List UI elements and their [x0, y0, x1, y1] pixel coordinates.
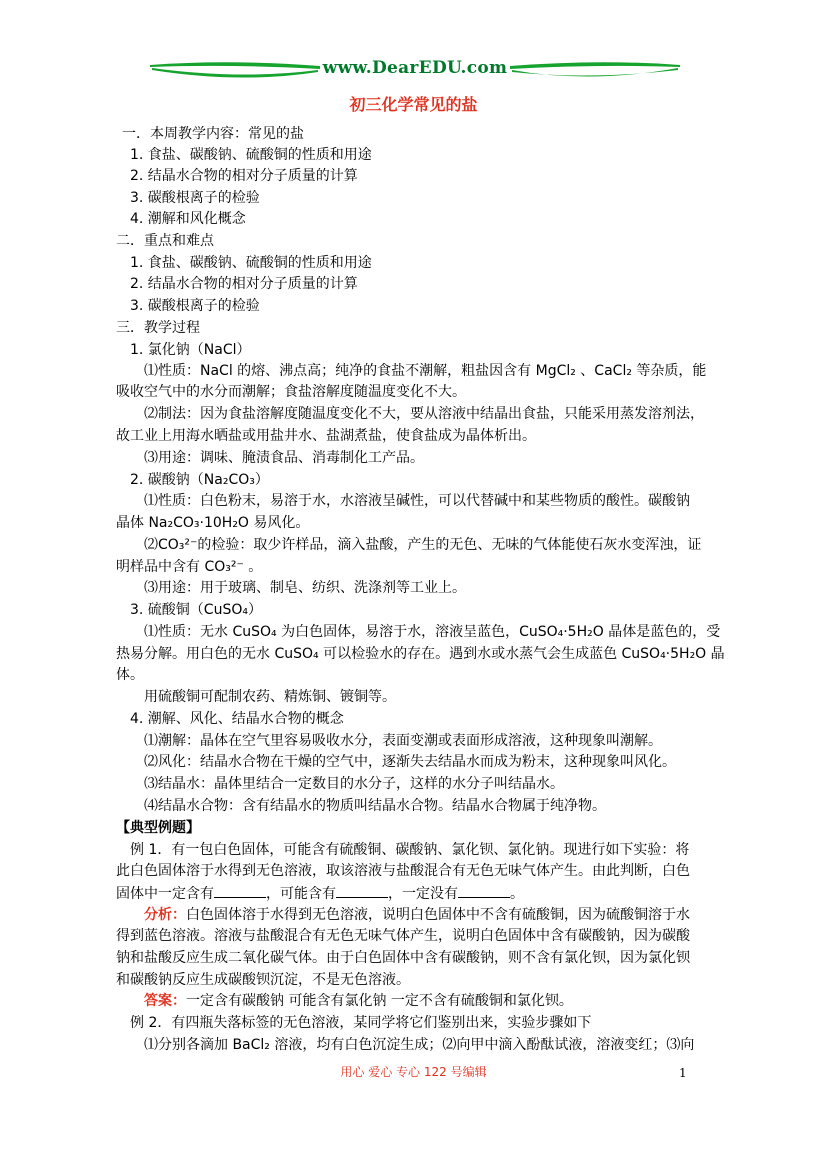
question-text: 。: [510, 886, 524, 902]
page-title: 初三化学常见的盐: [349, 95, 478, 114]
analysis-line: 得到蓝色溶液。溶液与盐酸混合有无色无味气体产生，说明白色固体中含有碳酸钠，因为碳酸: [116, 928, 690, 944]
answer-blank: [458, 883, 510, 898]
text-line: 热易分解。用白色的无水 CuSO₄ 可以检验水的存在。遇到水或水蒸气会生成蓝色 CuSO₄·5H₂O 晶: [116, 646, 725, 662]
text-line: ⑵风化：结晶水合物在干燥的空气中，逐渐失去结晶水而成为粉末，这种现象叫风化。: [144, 754, 676, 770]
text-line: 故工业上用海水晒盐或用盐井水、盐湖煮盐，使食盐成为晶体析出。: [116, 428, 536, 444]
text-line: ⑴性质：白色粉末，易溶于水，水溶液呈碱性，可以代替碱中和某些物质的酸性。碳酸钠: [144, 493, 690, 509]
text-line: 1. 食盐、碳酸钠、硫酸铜的性质和用途: [130, 147, 372, 163]
text-line: 4. 潮解和风化概念: [130, 211, 246, 227]
text-line: 用硫酸铜可配制农药、精炼铜、镀铜等。: [144, 689, 396, 705]
text-line: 体。: [116, 667, 144, 683]
text-line: 三．教学过程: [116, 320, 200, 336]
text-line: 3. 碳酸根离子的检验: [130, 190, 260, 206]
site-name[interactable]: www.DearEDU.com: [322, 58, 508, 78]
question-text: ，可能含有: [266, 886, 336, 902]
text-line: 一．本周教学内容：常见的盐: [122, 126, 304, 142]
question-text: 固体中一定含有: [116, 886, 214, 902]
text-line: 晶体 Na₂CO₃·10H₂O 易风化。: [116, 515, 310, 531]
examples-heading: 【典型例题】: [116, 820, 200, 836]
example1-line: 此白色固体溶于水得到无色溶液，取该溶液与盐酸混合有无色无味气体产生。由此判断，白色: [116, 863, 690, 879]
example2-line: ⑴分别各滴加 BaCl₂ 溶液，均有白色沉淀生成；⑵向甲中滴入酚酞试液，溶液变红；⑶向: [144, 1037, 695, 1053]
text-line: ⑶结晶水：晶体里结合一定数目的水分子，这样的水分子叫结晶水。: [144, 776, 564, 792]
text-line: 3. 碳酸根离子的检验: [130, 298, 260, 314]
text-line: ⑷结晶水合物：含有结晶水的物质叫结晶水合物。结晶水合物属于纯净物。: [144, 798, 606, 814]
analysis-line: [144, 905, 690, 925]
analysis-text: 白色固体溶于水得到无色溶液，说明白色固体中不含有硫酸铜，因为硫酸铜溶于水: [186, 907, 690, 923]
text-line: ⑵制法：因为食盐溶解度随温度变化不大，要从溶液中结晶出食盐，只能采用蒸发溶剂法，: [144, 406, 704, 422]
footer-text: 用心 爱心 专心 122 号编辑: [340, 1065, 487, 1079]
text-line: ⑶用途：用于玻璃、制皂、纺织、洗涤剂等工业上。: [144, 580, 466, 596]
text-line: 4. 潮解、风化、结晶水合物的概念: [130, 711, 344, 727]
answer-text: 一定含有碳酸钠 可能含有氯化钠 一定不含有硫酸铜和氯化钡。: [186, 993, 573, 1009]
analysis-label: 分析：: [144, 907, 186, 923]
text-line: 3. 硫酸铜（CuSO₄）: [130, 602, 262, 618]
example1-question: [116, 883, 524, 904]
text-line: ⑴性质：NaCl 的熔、沸点高；纯净的食盐不潮解，粗盐因含有 MgCl₂ 、CaCl₂ 等杂质，能: [144, 363, 707, 379]
question-text: ，一定没有: [388, 886, 458, 902]
text-line: 吸收空气中的水分而潮解；食盐溶解度随温度变化不大。: [116, 384, 466, 400]
text-line: 明样品中含有 CO₃²⁻ 。: [116, 559, 263, 575]
text-line: ⑵CO₃²⁻的检验：取少许样品，滴入盐酸，产生的无色、无味的气体能使石灰水变浑浊，证: [144, 537, 702, 553]
example1-line: 例 1．有一包白色固体，可能含有硫酸铜、碳酸钠、氯化钡、氯化钠。现进行如下实验：将: [130, 842, 690, 858]
text-line: 2. 碳酸钠（Na₂CO₃）: [130, 472, 269, 488]
answer-blank: [214, 883, 266, 898]
header-logo: [150, 56, 680, 82]
text-line: 二．重点和难点: [116, 233, 214, 249]
text-line: ⑴性质：无水 CuSO₄ 为白色固体，易溶于水，溶液呈蓝色，CuSO₄·5H₂O 晶体是蓝色的，受: [144, 624, 721, 640]
text-line: ⑶用途：调味、腌渍食品、消毒制化工产品。: [144, 450, 424, 466]
text-line: 2. 结晶水合物的相对分子质量的计算: [130, 168, 358, 184]
text-line: 1. 食盐、碳酸钠、硫酸铜的性质和用途: [130, 255, 372, 271]
analysis-line: 和碳酸钠反应生成碳酸钡沉淀，不是无色溶液。: [116, 972, 410, 988]
text-line: 2. 结晶水合物的相对分子质量的计算: [130, 276, 358, 292]
example2-line: 例 2．有四瓶失落标签的无色溶液，某同学将它们鉴别出来，实验步骤如下: [130, 1015, 592, 1031]
answer-line: [144, 991, 573, 1011]
text-line: 1. 氯化钠（NaCl）: [130, 342, 251, 358]
text-line: ⑴潮解：晶体在空气里容易吸收水分，表面变潮或表面形成溶液，这种现象叫潮解。: [144, 733, 662, 749]
page-number: 1: [679, 1066, 687, 1080]
answer-blank: [336, 883, 388, 898]
answer-label: 答案：: [144, 993, 186, 1009]
analysis-line: 钠和盐酸反应生成二氧化碳气体。由于白色固体中含有碳酸钠，则不含有氯化钡，因为氯化钡: [116, 950, 690, 966]
